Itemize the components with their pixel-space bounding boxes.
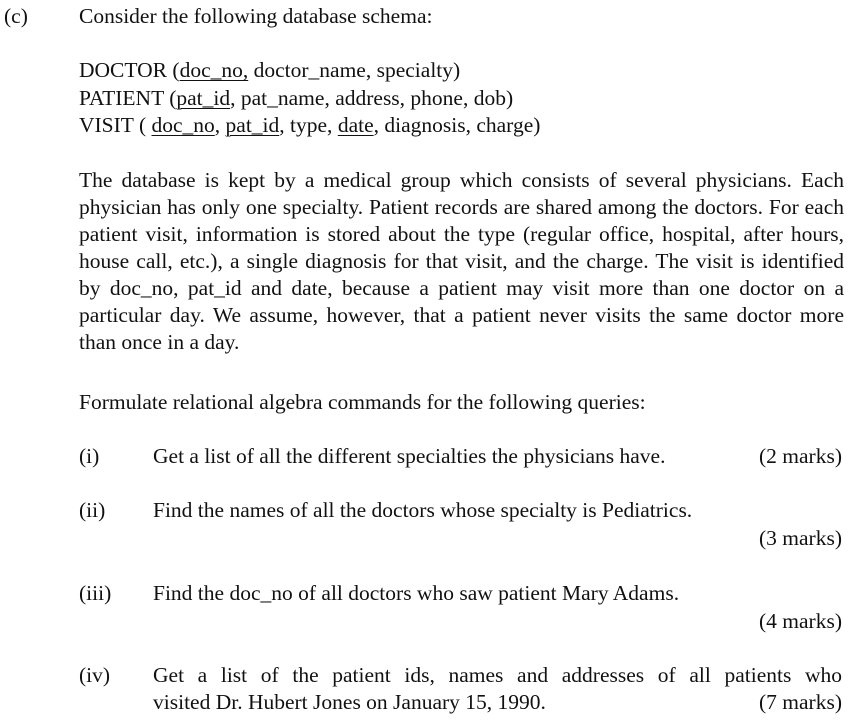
description-paragraph: The database is kept by a medical group which consists of several physicians. Each physician has only one specialty. Patient records are shared among the doctors. For each patient visit, information is stored about the type (regular office, hospital, after hours, house call, etc.), a single diagnosis for that visit, and the charge. The visit is identified by doc_no, pat_id and date, because a patient may visit more than one doctor on a particular day. We assume, however, that a patient never visits the same doctor more than once in a day. xyxy=(79,168,844,354)
question-text: Get a list of all the different specialties the physicians have. xyxy=(153,444,666,468)
paren: ( xyxy=(138,113,152,137)
primary-key: date xyxy=(337,113,374,137)
attributes: , type, xyxy=(279,113,338,137)
attributes: , diagnosis, charge) xyxy=(373,113,541,137)
attributes: doctor_name, specialty) xyxy=(248,58,461,82)
question-label: (iii) xyxy=(79,581,112,605)
relation-name: VISIT xyxy=(79,113,134,137)
question-label: (ii) xyxy=(79,498,106,522)
question-marks: (2 marks) xyxy=(759,444,842,468)
question-marks: (3 marks) xyxy=(759,526,842,550)
primary-key: pat_id xyxy=(225,113,280,137)
schema-patient xyxy=(79,86,513,111)
schema-doctor xyxy=(79,58,460,83)
separator: , xyxy=(214,113,226,137)
relation-name: PATIENT xyxy=(79,86,164,110)
instruction-text: Formulate relational algebra commands for the following queries: xyxy=(79,390,646,414)
paren: ( xyxy=(169,86,177,110)
question-marks: (4 marks) xyxy=(759,609,842,633)
intro-text: Consider the following database schema: xyxy=(79,4,433,28)
attributes: , pat_name, address, phone, dob) xyxy=(230,86,514,110)
question-text: Find the doc_no of all doctors who saw patient Mary Adams. xyxy=(153,581,680,605)
primary-key: doc_no, xyxy=(179,58,249,82)
question-label: (iv) xyxy=(79,663,111,687)
paren: ( xyxy=(172,58,180,82)
question-text: Find the names of all the doctors whose specialty is Pediatrics. xyxy=(153,498,693,522)
relation-name: DOCTOR xyxy=(79,58,168,82)
primary-key: doc_no xyxy=(151,113,215,137)
schema-visit xyxy=(79,113,540,138)
question-text-line1: Get a list of the patient ids, names and addresses of all patients who xyxy=(153,663,842,687)
question-label: (i) xyxy=(79,444,100,468)
part-label: (c) xyxy=(4,4,28,28)
primary-key: pat_id xyxy=(176,86,231,110)
question-marks: (7 marks) xyxy=(759,690,842,714)
question-text-line2: visited Dr. Hubert Jones on January 15, 1990. xyxy=(153,690,546,714)
